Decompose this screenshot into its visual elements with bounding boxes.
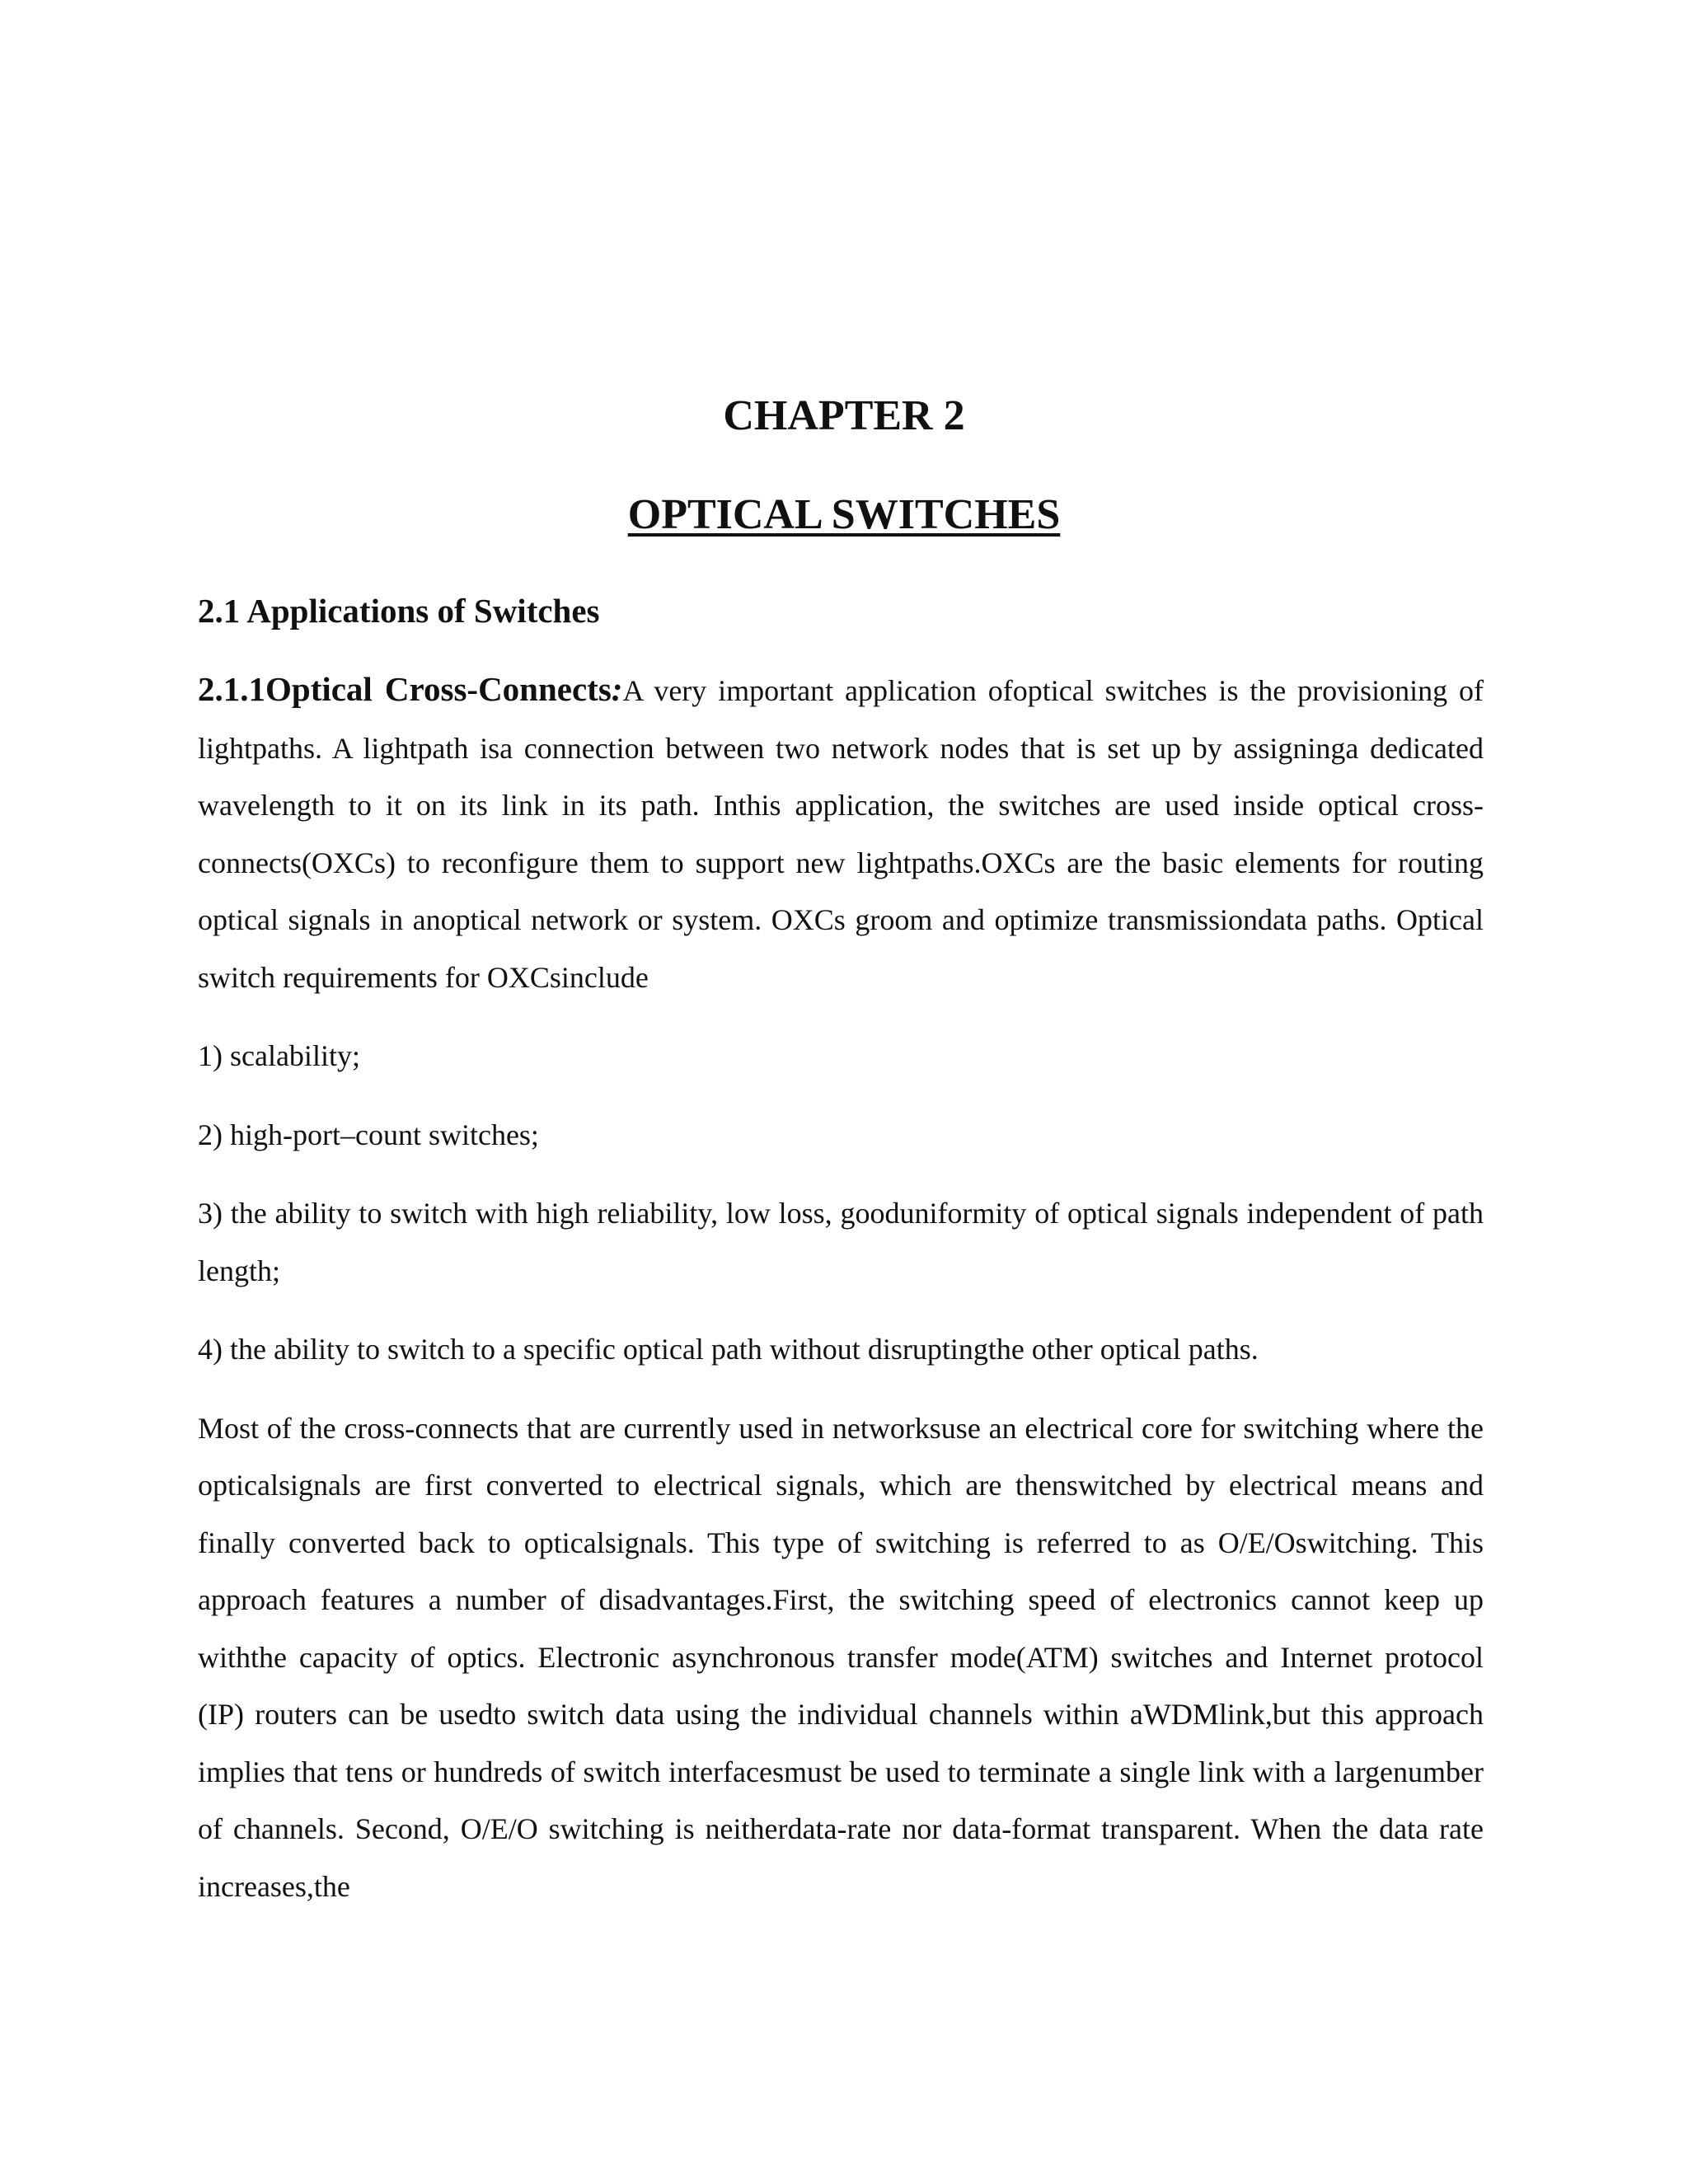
requirement-item-2: 2) high-port–count switches;	[198, 1118, 539, 1151]
subsection-intro-text: A very important application ofoptical switches is the provisioning of lightpaths. A lightpath isa connection between two network nodes that is set up by assigninga dedicated wavelength to it on its link in its path. Inthis application, the switches are used inside optical cross-connects(OXCs) to reconfigure them to support new lightpaths.OXCs are the basic elements for routing optical signals in anoptical network or system. OXCs groom and optimize transmissiondata paths. Optical switch requirements for OXCsinclude	[198, 674, 1484, 994]
requirement-item-4: 4) the ability to switch to a specific optical path without disruptingthe other optical paths.	[198, 1333, 1259, 1366]
requirement-item-3: 3) the ability to switch with high reliability, low loss, gooduniformity of optical signals independent of path length;	[198, 1197, 1484, 1287]
chapter-label: CHAPTER 2	[723, 392, 965, 439]
chapter-title: OPTICAL SWITCHES	[627, 491, 1061, 538]
document-body	[198, 582, 1484, 1915]
subsection-heading-text: 2.1.1Optical Cross-Connects	[198, 670, 612, 708]
subsection-paragraph	[198, 661, 1484, 1006]
body-paragraph: Most of the cross-connects that are currently used in networksuse an electrical core for switching where the opticalsignals are first converted to electrical signals, which are thenswitched by electrical means and finally converted back to opticalsignals. This type of switching is referred to as O/E/Oswitching. This approach features a number of disadvantages.First, the switching speed of electronics cannot keep up withthe capacity of optics. Electronic asynchronous transfer mode(ATM) switches and Internet protocol (IP) routers can be usedto switch data using the individual channels within aWDMlink,but this approach implies that tens or hundreds of switch interfacesmust be used to terminate a single link with a largenumber of channels. Second, O/E/O switching is neitherdata-rate nor data-format transparent. When the data rate increases,the	[198, 1411, 1484, 1903]
section-heading: 2.1 Applications of Switches	[198, 592, 600, 630]
subsection-heading-colon: :	[611, 670, 623, 708]
subsection-heading	[198, 670, 622, 708]
requirement-item-1: 1) scalability;	[198, 1039, 360, 1072]
